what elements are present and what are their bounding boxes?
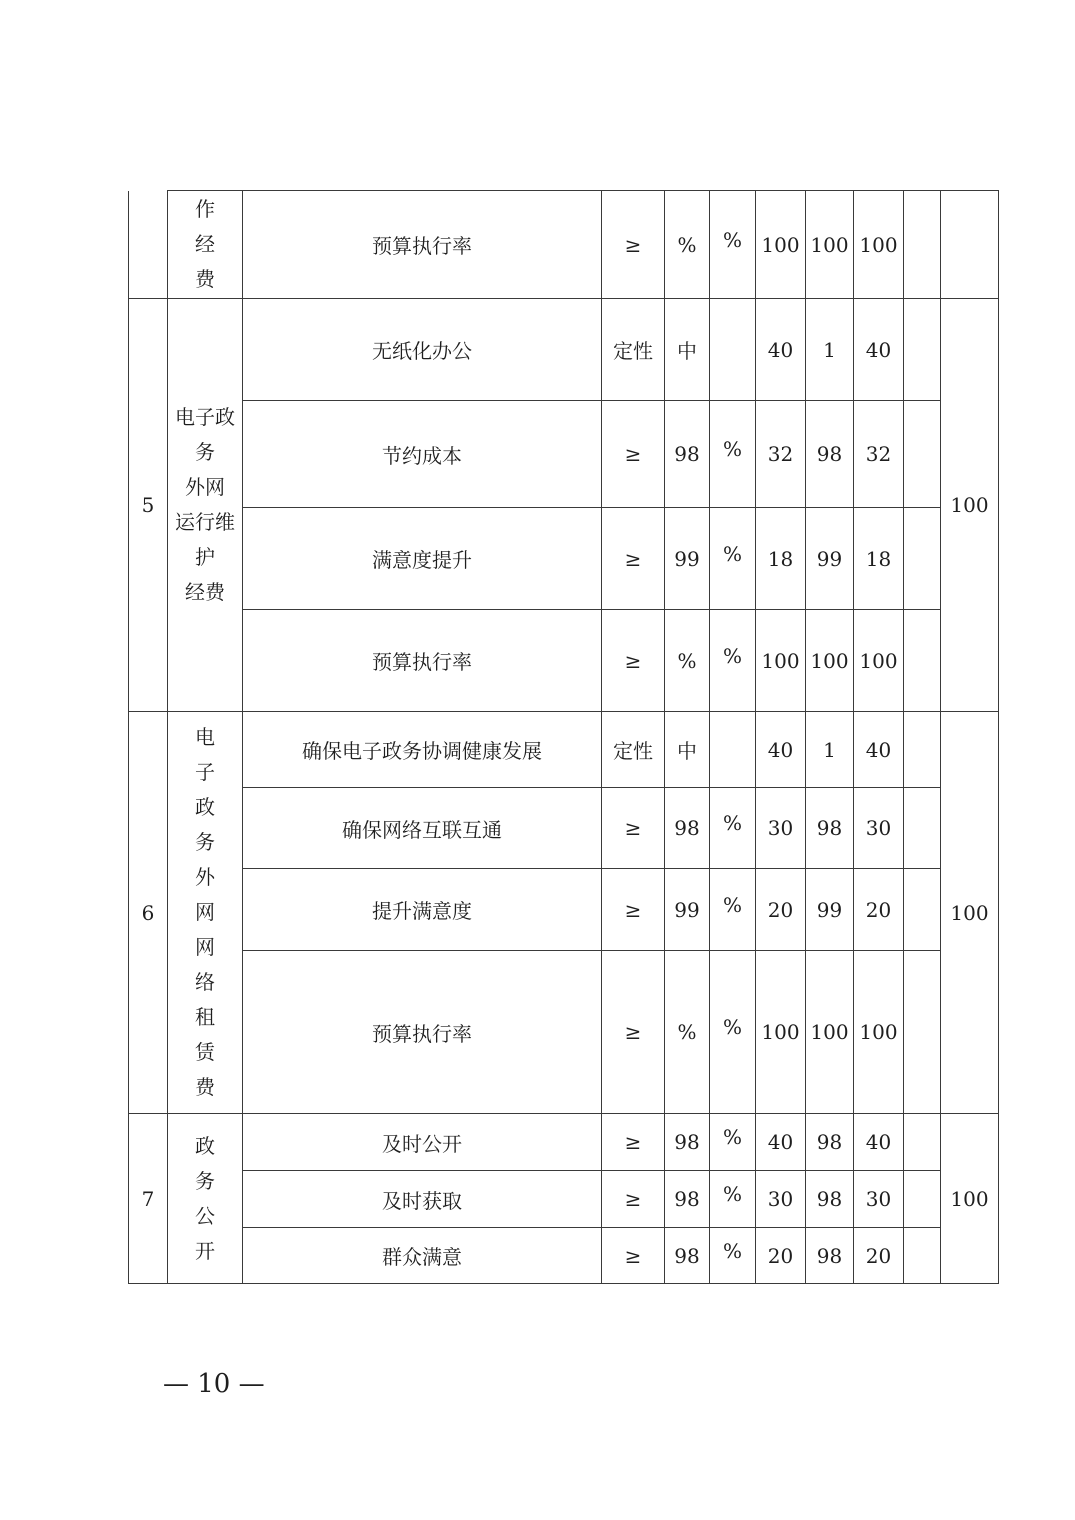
- unit-text: %: [722, 892, 742, 917]
- criterion-cell: ≥: [602, 191, 665, 299]
- table-row: [129, 610, 999, 712]
- indicator-cell: 确保网络互联互通: [243, 788, 602, 869]
- unit-cell: [710, 1228, 756, 1284]
- project-name-cell: [168, 1114, 243, 1284]
- indicator-cell: 节约成本: [243, 401, 602, 508]
- project-name-line: 作: [195, 197, 215, 221]
- unit-text: %: [722, 437, 742, 461]
- sequence-number-cell: 6: [129, 712, 168, 1114]
- project-name-line: 网: [195, 900, 215, 924]
- score-cell: 32: [854, 401, 904, 508]
- actual-value-cell: 98: [806, 1114, 854, 1171]
- sequence-number-cell: 5: [129, 299, 168, 712]
- indicator-cell: 提升满意度: [243, 869, 602, 951]
- sequence-number-cell: [129, 191, 168, 299]
- actual-value-cell: 99: [806, 869, 854, 951]
- project-name-cell: [168, 712, 243, 1114]
- project-name-cell: [168, 299, 243, 712]
- indicator-cell: 预算执行率: [243, 610, 602, 712]
- value-cell: 99: [665, 508, 710, 610]
- table-row: [129, 299, 999, 401]
- score-cell: 100: [854, 191, 904, 299]
- value-cell: 98: [665, 401, 710, 508]
- unit-text: %: [722, 1015, 742, 1039]
- project-name-line: 外网: [185, 475, 225, 499]
- project-name-line: 运行维: [175, 510, 235, 534]
- unit-cell: [710, 508, 756, 610]
- indicator-cell: 群众满意: [243, 1228, 602, 1284]
- weight-cell: 40: [756, 299, 806, 401]
- blank-cell: [904, 788, 941, 869]
- unit-text: %: [722, 643, 742, 668]
- unit-cell: [710, 191, 756, 299]
- blank-cell: [904, 951, 941, 1114]
- unit-text: %: [722, 541, 742, 566]
- criterion-cell: ≥: [602, 788, 665, 869]
- project-name-line: 费: [195, 1075, 215, 1099]
- unit-text: %: [722, 227, 742, 252]
- value-cell: %: [665, 951, 710, 1114]
- criterion-cell: 定性: [602, 712, 665, 788]
- criterion-cell: ≥: [602, 610, 665, 712]
- table-row: [129, 951, 999, 1114]
- unit-cell: [710, 610, 756, 712]
- value-cell: %: [665, 191, 710, 299]
- value-cell: 98: [665, 1228, 710, 1284]
- criterion-cell: ≥: [602, 401, 665, 508]
- project-name-line: 经: [195, 232, 215, 256]
- project-name-line: 护: [195, 545, 215, 569]
- score-cell: 30: [854, 788, 904, 869]
- indicator-cell: 确保电子政务协调健康发展: [243, 712, 602, 788]
- value-cell: 98: [665, 1171, 710, 1228]
- actual-value-cell: 98: [806, 1228, 854, 1284]
- unit-text: %: [722, 1125, 742, 1149]
- criterion-cell: ≥: [602, 1171, 665, 1228]
- project-name-line: 络: [195, 970, 215, 994]
- blank-cell: [904, 869, 941, 951]
- blank-cell: [904, 1228, 941, 1284]
- page-number: — 10 —: [163, 1369, 265, 1399]
- table-body: [129, 191, 999, 1284]
- criterion-cell: ≥: [602, 951, 665, 1114]
- project-name-line: 费: [195, 267, 215, 291]
- weight-cell: 30: [756, 788, 806, 869]
- weight-cell: 100: [756, 951, 806, 1114]
- unit-cell: [710, 788, 756, 869]
- score-cell: 100: [854, 610, 904, 712]
- blank-cell: [904, 508, 941, 610]
- project-name-cell: [168, 191, 243, 299]
- unit-text: %: [722, 1238, 742, 1263]
- project-name-line: 政: [195, 795, 215, 819]
- weight-cell: 18: [756, 508, 806, 610]
- actual-value-cell: 1: [806, 299, 854, 401]
- unit-cell: [710, 712, 756, 788]
- project-name-line: 开: [195, 1238, 215, 1263]
- indicator-cell: 预算执行率: [243, 191, 602, 299]
- blank-cell: [904, 299, 941, 401]
- blank-cell: [904, 191, 941, 299]
- criterion-cell: ≥: [602, 1228, 665, 1284]
- table-row: [129, 712, 999, 788]
- blank-cell: [904, 610, 941, 712]
- blank-cell: [904, 401, 941, 508]
- weight-cell: 100: [756, 610, 806, 712]
- value-cell: 99: [665, 869, 710, 951]
- group-total-score-cell: 100: [941, 299, 999, 712]
- score-cell: 40: [854, 299, 904, 401]
- value-cell: 98: [665, 788, 710, 869]
- criterion-cell: ≥: [602, 508, 665, 610]
- project-name-line: 经费: [185, 580, 225, 604]
- indicator-cell: 满意度提升: [243, 508, 602, 610]
- score-cell: 30: [854, 1171, 904, 1228]
- project-name-line: 赁: [195, 1040, 215, 1064]
- table-row: [129, 1114, 999, 1171]
- indicator-cell: 及时获取: [243, 1171, 602, 1228]
- project-name-line: 政: [195, 1133, 215, 1158]
- weight-cell: 100: [756, 191, 806, 299]
- group-total-score-cell: 100: [941, 1114, 999, 1284]
- blank-cell: [904, 1171, 941, 1228]
- actual-value-cell: 1: [806, 712, 854, 788]
- actual-value-cell: 98: [806, 401, 854, 508]
- project-name-line: 外: [195, 865, 215, 889]
- score-cell: 18: [854, 508, 904, 610]
- table-row: [129, 508, 999, 610]
- value-cell: 98: [665, 1114, 710, 1171]
- table-row: [129, 788, 999, 869]
- unit-text: %: [722, 811, 742, 835]
- project-name-line: 电: [195, 725, 215, 749]
- unit-cell: [710, 869, 756, 951]
- weight-cell: 32: [756, 401, 806, 508]
- unit-cell: [710, 299, 756, 401]
- actual-value-cell: 100: [806, 191, 854, 299]
- indicator-cell: 预算执行率: [243, 951, 602, 1114]
- actual-value-cell: 100: [806, 610, 854, 712]
- criterion-cell: 定性: [602, 299, 665, 401]
- score-cell: 20: [854, 1228, 904, 1284]
- weight-cell: 20: [756, 1228, 806, 1284]
- project-name-line: 公: [195, 1203, 215, 1228]
- actual-value-cell: 100: [806, 951, 854, 1114]
- sequence-number-cell: 7: [129, 1114, 168, 1284]
- blank-cell: [904, 712, 941, 788]
- project-name-line: 务: [195, 1168, 215, 1193]
- indicator-cell: 无纸化办公: [243, 299, 602, 401]
- score-cell: 40: [854, 712, 904, 788]
- value-cell: 中: [665, 712, 710, 788]
- table-row: [129, 1171, 999, 1228]
- value-cell: 中: [665, 299, 710, 401]
- score-cell: 20: [854, 869, 904, 951]
- indicator-cell: 及时公开: [243, 1114, 602, 1171]
- criterion-cell: ≥: [602, 1114, 665, 1171]
- weight-cell: 20: [756, 869, 806, 951]
- unit-cell: [710, 1171, 756, 1228]
- blank-cell: [904, 1114, 941, 1171]
- weight-cell: 40: [756, 712, 806, 788]
- actual-value-cell: 98: [806, 788, 854, 869]
- project-name-line: 网: [195, 935, 215, 959]
- score-cell: 100: [854, 951, 904, 1114]
- unit-text: %: [722, 1182, 742, 1206]
- weight-cell: 30: [756, 1171, 806, 1228]
- group-total-score-cell: [941, 191, 999, 299]
- project-name-line: 务: [195, 830, 215, 854]
- weight-cell: 40: [756, 1114, 806, 1171]
- project-name-line: 子: [195, 760, 215, 784]
- project-name-line: 电子政: [175, 405, 235, 429]
- group-total-score-cell: 100: [941, 712, 999, 1114]
- table-row: [129, 1228, 999, 1284]
- value-cell: %: [665, 610, 710, 712]
- unit-cell: [710, 1114, 756, 1171]
- project-name-line: 务: [195, 440, 215, 464]
- unit-cell: [710, 401, 756, 508]
- table-row: [129, 401, 999, 508]
- actual-value-cell: 99: [806, 508, 854, 610]
- project-name-line: 租: [195, 1005, 215, 1029]
- table-row: [129, 869, 999, 951]
- score-cell: 40: [854, 1114, 904, 1171]
- criterion-cell: ≥: [602, 869, 665, 951]
- actual-value-cell: 98: [806, 1171, 854, 1228]
- table-row: [129, 191, 999, 299]
- performance-indicator-table: [128, 190, 999, 1284]
- unit-cell: [710, 951, 756, 1114]
